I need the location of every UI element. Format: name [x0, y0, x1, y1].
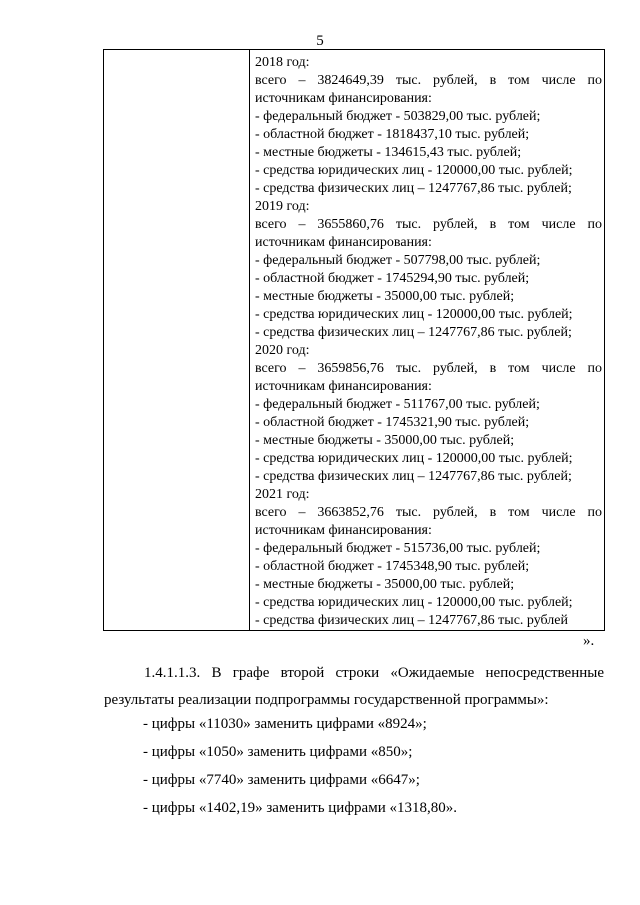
funding-line: - федеральный бюджет - 503829,00 тыс. рублей;: [255, 109, 541, 124]
funding-line: источникам финансирования:: [255, 235, 432, 250]
funding-line: - федеральный бюджет - 515736,00 тыс. рублей;: [255, 541, 541, 556]
funding-line: - местные бюджеты - 134615,43 тыс. рублей;: [255, 145, 522, 160]
funding-line: - областной бюджет - 1745321,90 тыс. рублей;: [255, 415, 530, 430]
funding-line: - федеральный бюджет - 507798,00 тыс. рублей;: [255, 253, 541, 268]
funding-table: [103, 49, 605, 631]
table-column-divider: [249, 50, 250, 630]
replacement-item: - цифры «1402,19» заменить цифрами «1318,80».: [143, 800, 457, 816]
funding-line: - средства физических лиц – 1247767,86 тыс. рублей;: [255, 181, 572, 196]
funding-line: 2021 год:: [255, 487, 310, 502]
funding-line: 2019 год:: [255, 199, 310, 214]
funding-line: всего – 3663852,76 тыс. рублей, в том числе по: [255, 505, 602, 520]
replacement-item: - цифры «1050» заменить цифрами «850»;: [143, 744, 413, 760]
replacement-item: - цифры «11030» заменить цифрами «8924»;: [143, 716, 427, 732]
funding-line: - средства физических лиц – 1247767,86 тыс. рублей;: [255, 469, 572, 484]
funding-line: всего – 3659856,76 тыс. рублей, в том числе по: [255, 361, 602, 376]
paragraph-line-1: 1.4.1.1.3. В графе второй строки «Ожидаемые непосредственные: [144, 665, 604, 681]
funding-line: источникам финансирования:: [255, 379, 432, 394]
funding-line: всего – 3824649,39 тыс. рублей, в том числе по: [255, 73, 602, 88]
funding-line: - областной бюджет - 1745348,90 тыс. рублей;: [255, 559, 530, 574]
funding-line: - средства юридических лиц - 120000,00 тыс. рублей;: [255, 163, 573, 178]
funding-line: всего – 3655860,76 тыс. рублей, в том числе по: [255, 217, 602, 232]
page-number: 5: [316, 33, 324, 49]
funding-line: - областной бюджет - 1818437,10 тыс. рублей;: [255, 127, 530, 142]
replacement-item: - цифры «7740» заменить цифрами «6647»;: [143, 772, 420, 788]
funding-line: - местные бюджеты - 35000,00 тыс. рублей;: [255, 289, 515, 304]
funding-cell: [255, 54, 602, 630]
funding-line: - местные бюджеты - 35000,00 тыс. рублей;: [255, 433, 515, 448]
paragraph-line-2: результаты реализации подпрограммы государственной программы»:: [104, 692, 549, 708]
funding-line: - местные бюджеты - 35000,00 тыс. рублей;: [255, 577, 515, 592]
closing-quote: ».: [583, 633, 595, 649]
funding-line: источникам финансирования:: [255, 91, 432, 106]
funding-line: - федеральный бюджет - 511767,00 тыс. рублей;: [255, 397, 540, 412]
funding-line: - средства юридических лиц - 120000,00 тыс. рублей;: [255, 307, 573, 322]
funding-line: 2018 год:: [255, 55, 310, 70]
funding-line: - средства юридических лиц - 120000,00 тыс. рублей;: [255, 451, 573, 466]
funding-line: - областной бюджет - 1745294,90 тыс. рублей;: [255, 271, 530, 286]
replacement-list: [143, 714, 457, 826]
funding-line: - средства юридических лиц - 120000,00 тыс. рублей;: [255, 595, 573, 610]
amendment-paragraph: [104, 663, 604, 710]
funding-line: 2020 год:: [255, 343, 310, 358]
funding-line: - средства физических лиц – 1247767,86 тыс. рублей: [255, 613, 569, 628]
funding-line: источникам финансирования:: [255, 523, 432, 538]
funding-line: - средства физических лиц – 1247767,86 тыс. рублей;: [255, 325, 572, 340]
